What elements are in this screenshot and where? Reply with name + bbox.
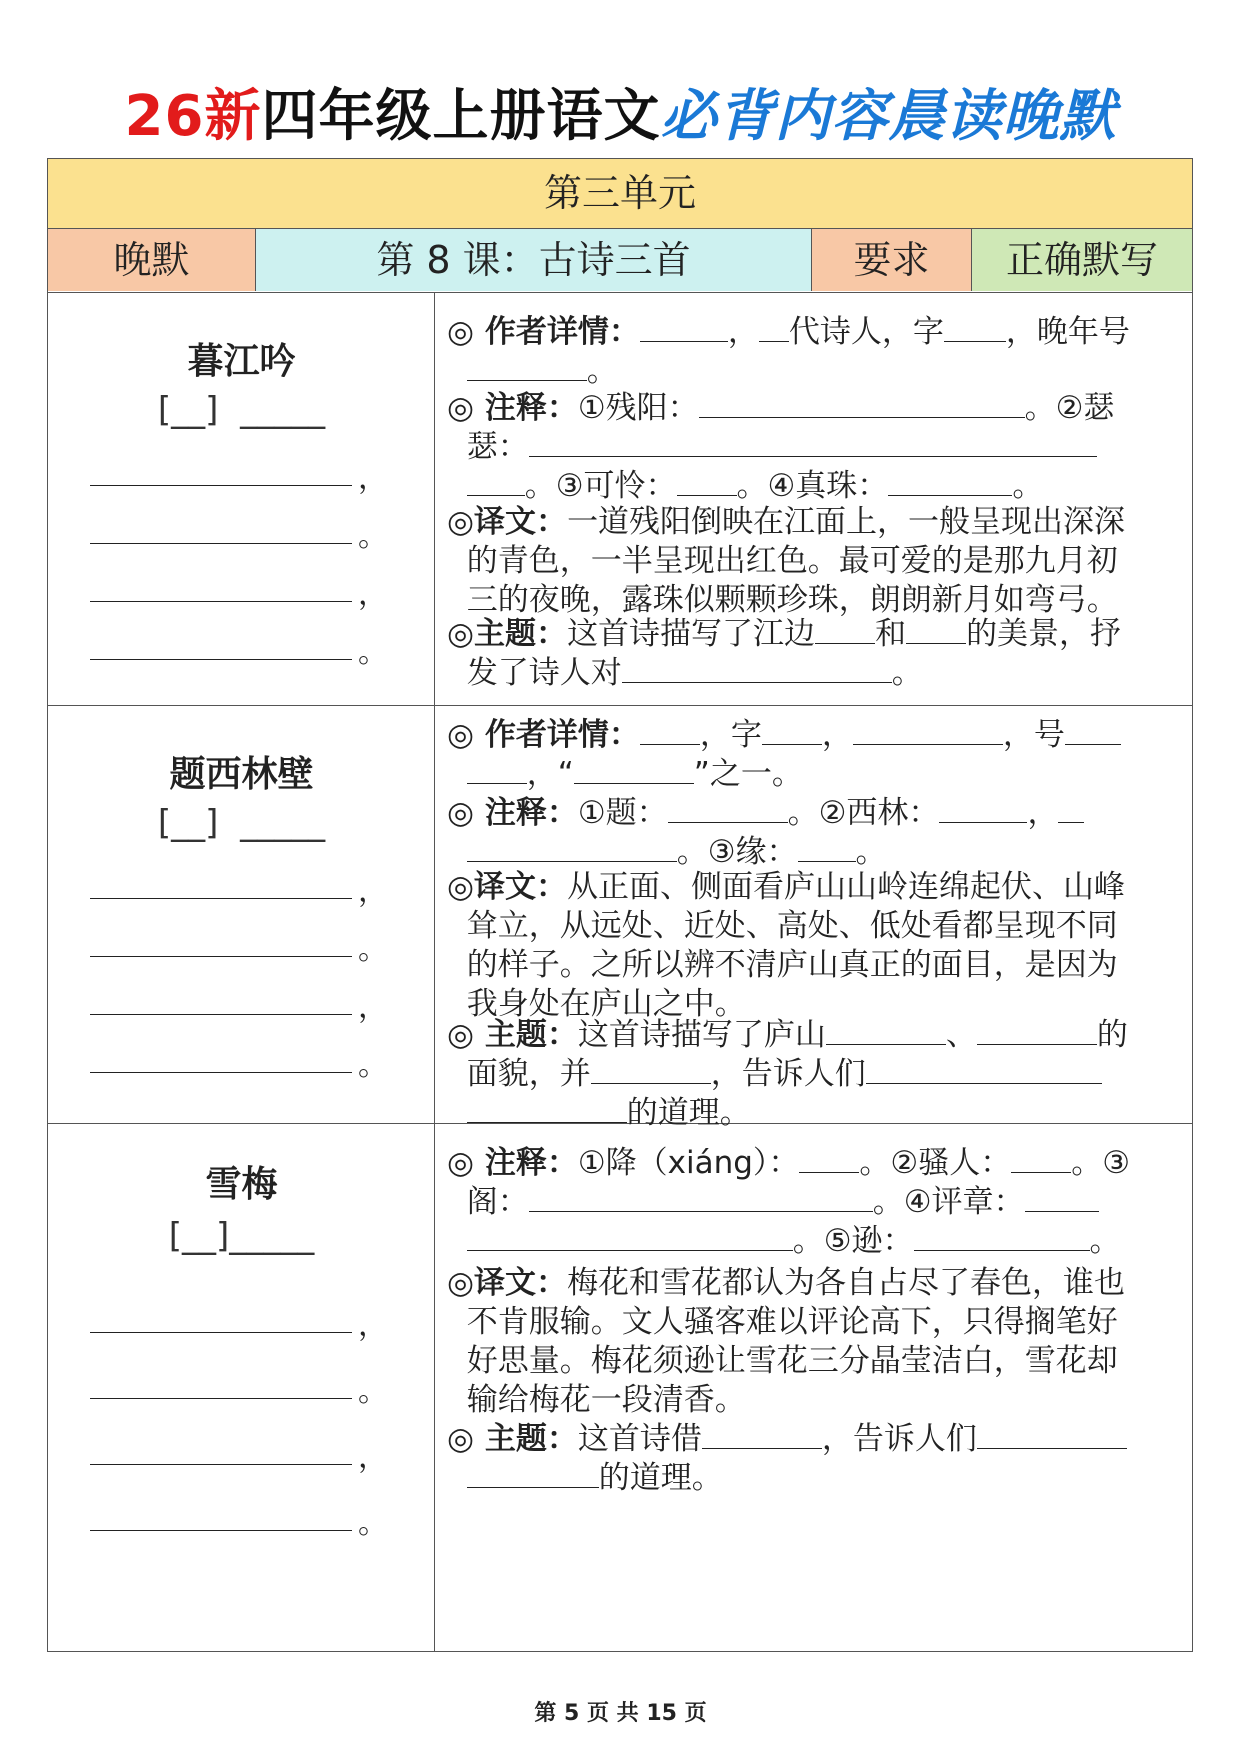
- page-title: 26新四年级上册语文必背内容晨读晚默: [124, 84, 1117, 149]
- page-number: 第 5 页 共 15 页: [534, 1701, 707, 1726]
- recite-line[interactable]: [90, 601, 352, 602]
- poem-recite-area: 题西林壁 [__] _____ ， 。 ， 。: [48, 706, 435, 1123]
- author-details: ◎ 作者详情： ， 代诗人，字 ，晚年号 。: [447, 314, 1130, 389]
- poem-author-blank: [__]_____: [168, 1216, 315, 1256]
- recite-line[interactable]: [90, 1530, 352, 1531]
- recite-line[interactable]: [90, 485, 352, 486]
- recite-line[interactable]: [90, 543, 352, 544]
- poem-recite-area: 暮江吟 [__] _____ ， 。 ， 。: [48, 293, 435, 705]
- translation: ◎译文：从正面、侧面看庐山山岭连绵起伏、山峰 耸立，从远处、近处、高处、低处看都呈现不同 的样子。之所以辨不清庐山真正的面目，是因为 我身处在庐山之中。: [447, 869, 1126, 1022]
- poem-author-blank: [__] _____: [157, 390, 326, 430]
- author-details: ◎ 作者详情： ，字 ， ，号 ，“ ”之一。: [447, 716, 1187, 794]
- recite-line[interactable]: [90, 1014, 352, 1015]
- worksheet-table: [47, 158, 1193, 1652]
- unit-heading: 第三单元: [48, 159, 1192, 229]
- recite-line[interactable]: [90, 1072, 352, 1073]
- recite-line[interactable]: [90, 1464, 352, 1465]
- theme: ◎主题：这首诗描写了江边 和 的美景，抒 发了诗人对 。: [447, 616, 1122, 691]
- theme: ◎ 主题：这首诗借 ，告诉人们 的道理。: [447, 1420, 1187, 1498]
- poem-author-blank: [__] _____: [157, 803, 326, 843]
- annotations: ◎ 注释：①题： 。②西林： ， 。③缘： 。: [447, 794, 1187, 872]
- poem-section-1: [48, 293, 1192, 706]
- recite-line[interactable]: [90, 1398, 352, 1399]
- theme: ◎ 主题：这首诗描写了庐山 、 的 面貌，并 ，告诉人们 的道理。: [447, 1017, 1128, 1131]
- poem-title: 暮江吟: [187, 341, 296, 382]
- poem-section-3: [48, 1124, 1192, 1651]
- mode-cell: 晚默: [48, 229, 256, 291]
- requirement-label-cell: 要求: [812, 229, 972, 291]
- header-row: [48, 229, 1192, 293]
- recite-line[interactable]: [90, 956, 352, 957]
- recite-line[interactable]: [90, 898, 352, 899]
- poem-recite-area: 雪梅 [__]_____ ， 。 ， 。: [48, 1124, 435, 1651]
- poem-notes-area: [435, 293, 1192, 705]
- annotations: ◎ 注释：①降（xiáng）： 。②骚人： 。③ 阁： 。④评章： 。⑤逊： 。: [447, 1145, 1131, 1259]
- recite-line[interactable]: [90, 1332, 352, 1333]
- translation: ◎译文：梅花和雪花都认为各自占尽了春色，谁也 不肯服输。文人骚客难以评论高下，只得搁笔好 好思量。梅花须逊让雪花三分晶莹洁白，雪花却 输给梅花一段清香。: [447, 1265, 1126, 1418]
- poem-section-2: [48, 706, 1192, 1131]
- poem-notes-area: [435, 1124, 1192, 1651]
- annotations: ◎ 注释：①残阳： 。②瑟 瑟： 。③可怜： 。④真珠： 。: [447, 390, 1115, 504]
- recite-line[interactable]: [90, 659, 352, 660]
- poem-title: 雪梅: [205, 1164, 278, 1205]
- lesson-cell: 第 8 课：古诗三首: [256, 229, 812, 291]
- poem-title: 题西林壁: [169, 754, 314, 795]
- requirement-value-cell: 正确默写: [972, 229, 1192, 291]
- poem-notes-area: [435, 706, 1192, 1131]
- translation: ◎译文：一道残阳倒映在江面上，一般呈现出深深 的青色，一半呈现出红色。最可爱的是那九月初 三的夜晚，露珠似颗颗珍珠，朗朗新月如弯弓。: [447, 504, 1126, 618]
